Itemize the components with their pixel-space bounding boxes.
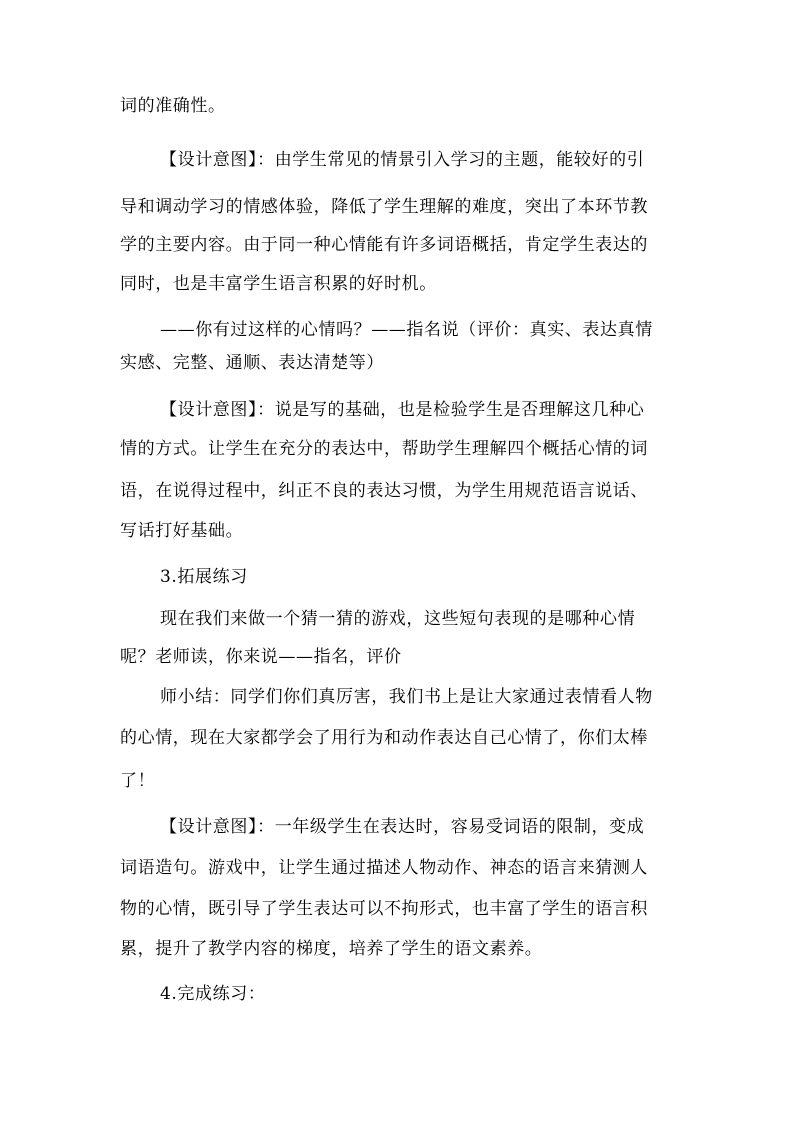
section-heading: 3.拓展练习: [160, 567, 248, 587]
text-line: 呢？老师读，你来说——指名，评价: [120, 647, 402, 667]
text-line: 累，提升了教学内容的梯度，培养了学生的语文素养。: [120, 939, 543, 959]
text-line: 现在我们来做一个猜一猜的游戏，这些短句表现的是哪种心情: [160, 609, 636, 629]
question-line: ——你有过这样的心情吗？——指名说（评价：真实、表达真情: [160, 320, 653, 340]
text-line: 了！: [120, 771, 156, 791]
section-heading: 4.完成练习：: [160, 984, 266, 1004]
text-line: 的心情，现在大家都学会了用行为和动作表达自己心情了，你们太棒: [120, 728, 648, 748]
text-line: 同时，也是丰富学生语言积累的好时机。: [120, 274, 437, 294]
design-intent-paragraph-line: 【设计意图】：一年级学生在表达时，容易受词语的限制，变成: [160, 817, 645, 837]
text-line: 词语造句。游戏中，让学生通过描述人物动作、神态的语言来猜测人: [120, 858, 648, 878]
text-line: 导和调动学习的情感体验，降低了学生理解的难度，突出了本环节教: [120, 197, 648, 217]
text-line: 词的准确性。: [120, 96, 226, 116]
design-intent-paragraph-line: 【设计意图】：说是写的基础，也是检验学生是否理解这几种心: [160, 400, 645, 420]
text-line: 写话打好基础。: [120, 521, 244, 541]
text-line: 实感、完整、通顺、表达清楚等）: [120, 353, 384, 373]
text-line: 语，在说得过程中，纠正不良的表达习惯，为学生用规范语言说话、: [120, 481, 648, 501]
text-line: 情的方式。让学生在充分的表达中，帮助学生理解四个概括心情的词: [120, 439, 648, 459]
text-line: 物的心情，既引导了学生表达可以不拘形式，也丰富了学生的语言积: [120, 899, 648, 919]
text-line: 学的主要内容。由于同一种心情能有许多词语概括，肯定学生表达的: [120, 235, 648, 255]
summary-line: 师小结：同学们你们真厉害，我们书上是让大家通过表情看人物: [160, 687, 653, 707]
design-intent-paragraph-line: 【设计意图】：由学生常见的情景引入学习的主题，能较好的引: [160, 150, 645, 170]
